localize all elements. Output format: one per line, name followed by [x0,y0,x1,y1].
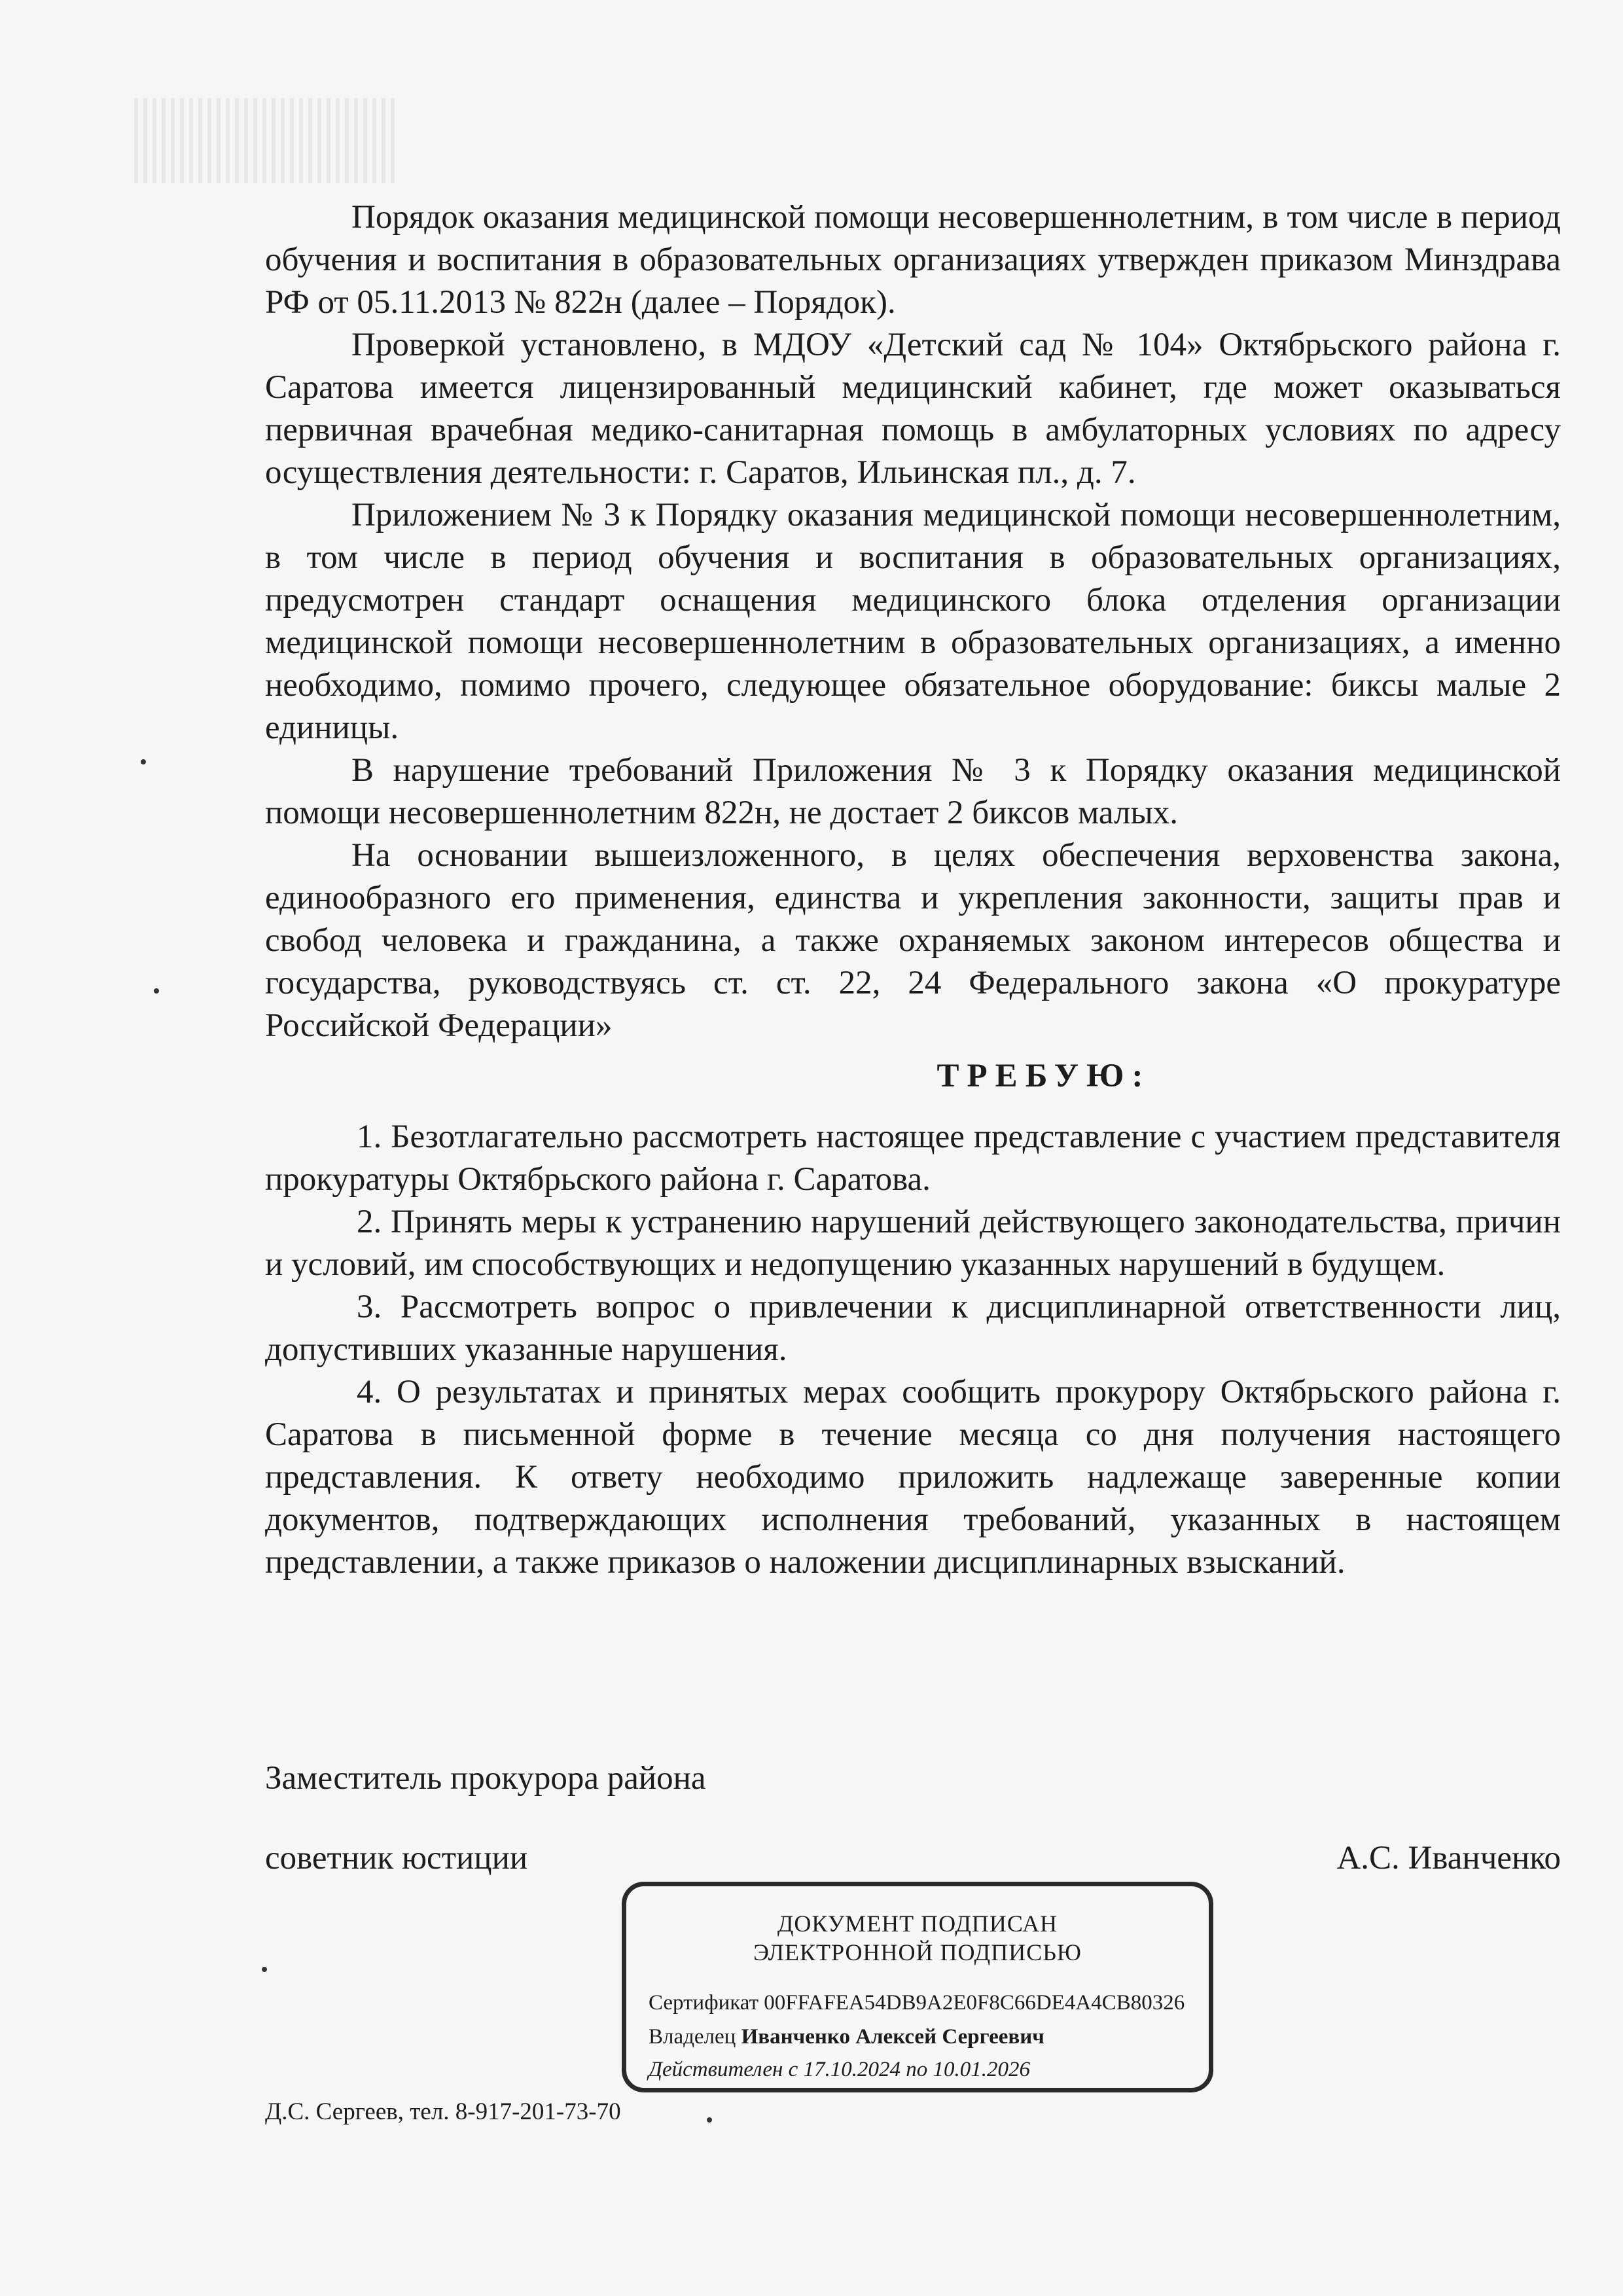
esig-certificate-label: Сертификат [649,1991,758,2015]
paragraph-appendix: Приложением № 3 к Порядку оказания медицинской помощи несовершеннолетним, в том числе в период обучения и воспитания в образовательных организациях, предусмотрен стандарт оснащения медицинского блока отделения организации медицинской помощи несовершеннолетним в образовательных организациях, а именно необходимо, помимо прочего, следующее обязательное оборудование: биксы малые 2 единицы. [265,497,1561,746]
esig-valid-to: 10.01.2026 [933,2058,1030,2081]
demand-item: 4. О результатах и принятых мерах сообщить прокурору Октябрьского района г. Саратова в письменной форме в течение месяца со дня получения настоящего представления. К ответу необходимо приложить надлежаще заверенные копии документов, подтверждающих исполнения требований, указанных в настоящем представлении, а также приказов о наложении дисциплинарных взысканий. [265,1374,1561,1581]
scan-speck [707,2117,712,2123]
signer-name: А.С. Иванченко [1336,1840,1561,1876]
signer-title: Заместитель прокурора района [265,1760,706,1797]
document-body [265,196,1561,1584]
paragraph-violation: В нарушение требований Приложения № 3 к Порядку оказания медицинской помощи несовершеннолетним 822н, не достает 2 биксов малых. [265,752,1561,831]
esig-owner-value: Иванченко Алексей Сергеевич [741,2025,1044,2049]
esig-valid-from: 17.10.2024 [803,2058,901,2081]
signer-rank: советник юстиции [265,1840,528,1876]
esig-title-line2: ЭЛЕКТРОННОЙ ПОДПИСЬЮ [753,1939,1082,1965]
esig-valid-to-label: по [906,2058,928,2081]
esig-valid-from-label: с [788,2058,798,2081]
executor-contact: Д.С. Сергеев, тел. 8-917-201-73-70 [265,2098,621,2125]
electronic-signature-stamp [622,1882,1213,2092]
demand-item: 3. Рассмотреть вопрос о привлечении к дисциплинарной ответственности лиц, допустивших указанные нарушения. [265,1289,1561,1368]
esig-title-line1: ДОКУМЕНТ ПОДПИСАН [777,1910,1058,1937]
scan-speck [141,759,146,764]
esig-owner-row [649,2025,1044,2049]
demand-item: 2. Принять меры к устранению нарушений действующего законодательства, причин и условий, им способствующих и недопущению указанных нарушений в будущем. [265,1204,1561,1283]
demand-heading: ТРЕБУЮ: [936,1058,1151,1094]
paragraph-procedure: Порядок оказания медицинской помощи несовершеннолетним, в том числе в период обучения и воспитания в образовательных организациях утвержден приказом Минздрава РФ от 05.11.2013 № 822н (далее – Порядок). [265,199,1561,321]
esig-certificate-row [649,1991,1185,2015]
faded-stamp [134,98,396,183]
esig-valid-row [649,2058,1030,2082]
scan-speck [262,1967,267,1972]
paragraph-inspection: Проверкой установлено, в МДОУ «Детский сад № 104» Октябрьского района г. Саратова имеется лицензированный медицинский кабинет, где может оказываться первичная врачебная медико-санитарная помощь в амбулаторных условиях по адресу осуществления деятельности: г. Саратов, Ильинская пл., д. 7. [265,327,1561,491]
esig-valid-label: Действителен [649,2058,783,2081]
demand-item: 1. Безотлагательно рассмотреть настоящее представление с участием представителя прокуратуры Октябрьского района г. Саратова. [265,1119,1561,1198]
esig-certificate-value: 00FFAFEA54DB9A2E0F8C66DE4A4CB80326 [764,1991,1185,2015]
scan-speck [154,988,159,994]
paragraph-basis: На основании вышеизложенного, в целях обеспечения верховенства закона, единообразного его применения, единства и укрепления законности, защиты прав и свобод человека и гражданина, а также охраняемых законом интересов общества и государства, руководствуясь ст. ст. 22, 24 Федерального закона «О прокуратуре Российской Федерации» [265,837,1561,1044]
esig-owner-label: Владелец [649,2025,736,2049]
